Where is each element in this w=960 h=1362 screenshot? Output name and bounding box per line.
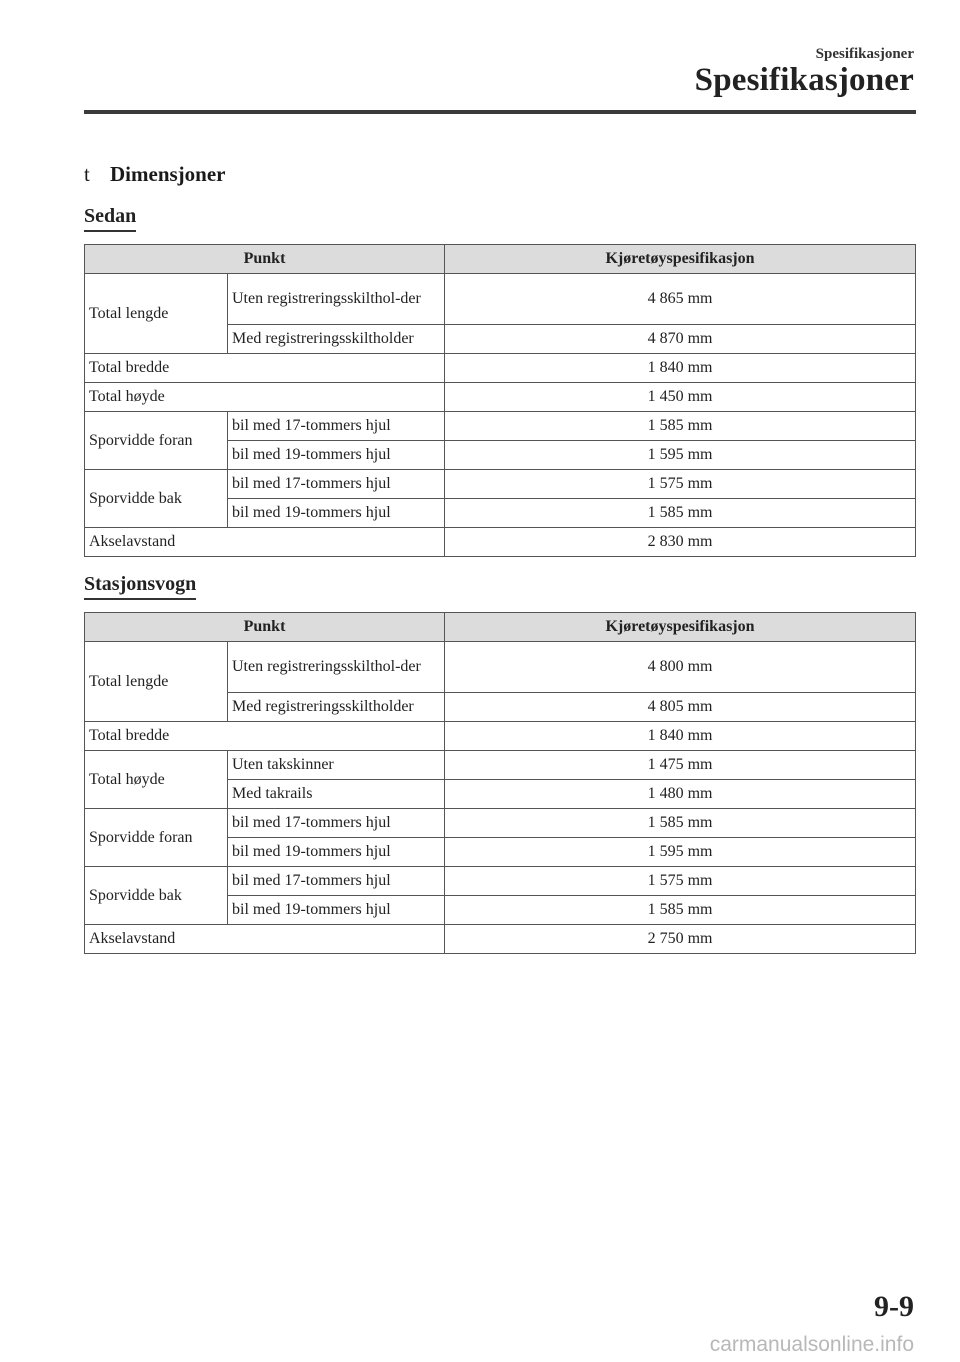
table-header-row [85,245,916,274]
row-sublabel: bil med 17-tommers hjul [228,470,445,499]
row-value: 1 585 mm [445,412,916,441]
row-value: 1 450 mm [445,383,916,412]
row-label: Total bredde [85,354,445,383]
row-sublabel: Uten registreringsskilthol-der [228,642,445,693]
table-row [85,925,916,954]
table-row [85,751,916,780]
row-label: Sporvidde bak [85,867,228,925]
table-row [85,722,916,751]
row-sublabel: bil med 19-tommers hjul [228,838,445,867]
wagon-heading: Stasjonsvogn [84,573,196,600]
col-header-spec: Kjøretøyspesifikasjon [445,245,916,274]
row-label: Sporvidde foran [85,809,228,867]
row-value: 4 870 mm [445,325,916,354]
row-label: Sporvidde foran [85,412,228,470]
row-sublabel: bil med 19-tommers hjul [228,499,445,528]
row-value: 1 585 mm [445,809,916,838]
row-sublabel: Uten takskinner [228,751,445,780]
page-number: 9-9 [874,1290,914,1323]
row-value: 1 595 mm [445,441,916,470]
row-label: Sporvidde bak [85,470,228,528]
running-header-small: Spesifikasjoner [815,46,914,62]
watermark: carmanualsonline.info [709,1333,914,1356]
table-header-row [85,613,916,642]
row-sublabel: Med takrails [228,780,445,809]
table-row [85,867,916,896]
section-bullet-icon: t [84,162,90,186]
table-row [85,412,916,441]
col-header-item: Punkt [85,613,445,642]
running-header-title: Spesifikasjoner [694,62,914,98]
table-row [85,809,916,838]
table-row [85,383,916,412]
table-row [85,354,916,383]
row-label: Akselavstand [85,528,445,557]
row-label: Total lengde [85,642,228,722]
wagon-table [84,612,916,954]
row-sublabel: bil med 17-tommers hjul [228,867,445,896]
row-value: 1 840 mm [445,354,916,383]
section-title-text: Dimensjoner [110,162,226,186]
row-sublabel: Med registreringsskiltholder [228,325,445,354]
row-value: 1 840 mm [445,722,916,751]
row-label: Total lengde [85,274,228,354]
row-sublabel: Med registreringsskiltholder [228,693,445,722]
table-row [85,470,916,499]
sedan-table [84,244,916,557]
col-header-spec: Kjøretøyspesifikasjon [445,613,916,642]
row-label: Total bredde [85,722,445,751]
table-row [85,528,916,557]
row-label: Total høyde [85,751,228,809]
table-row [85,642,916,693]
col-header-item: Punkt [85,245,445,274]
header-rule [84,110,916,114]
row-value: 4 865 mm [445,274,916,325]
row-value: 4 805 mm [445,693,916,722]
row-value: 1 585 mm [445,896,916,925]
row-value: 1 585 mm [445,499,916,528]
row-value: 1 480 mm [445,780,916,809]
row-sublabel: bil med 19-tommers hjul [228,896,445,925]
row-sublabel: bil med 19-tommers hjul [228,441,445,470]
row-value: 1 595 mm [445,838,916,867]
row-value: 2 750 mm [445,925,916,954]
row-value: 1 575 mm [445,470,916,499]
row-sublabel: bil med 17-tommers hjul [228,809,445,838]
row-value: 4 800 mm [445,642,916,693]
sedan-heading: Sedan [84,205,136,232]
row-sublabel: Uten registreringsskilthol-der [228,274,445,325]
row-value: 1 475 mm [445,751,916,780]
section-title [84,162,225,187]
row-value: 1 575 mm [445,867,916,896]
row-label: Total høyde [85,383,445,412]
row-label: Akselavstand [85,925,445,954]
table-row [85,274,916,325]
row-value: 2 830 mm [445,528,916,557]
row-sublabel: bil med 17-tommers hjul [228,412,445,441]
